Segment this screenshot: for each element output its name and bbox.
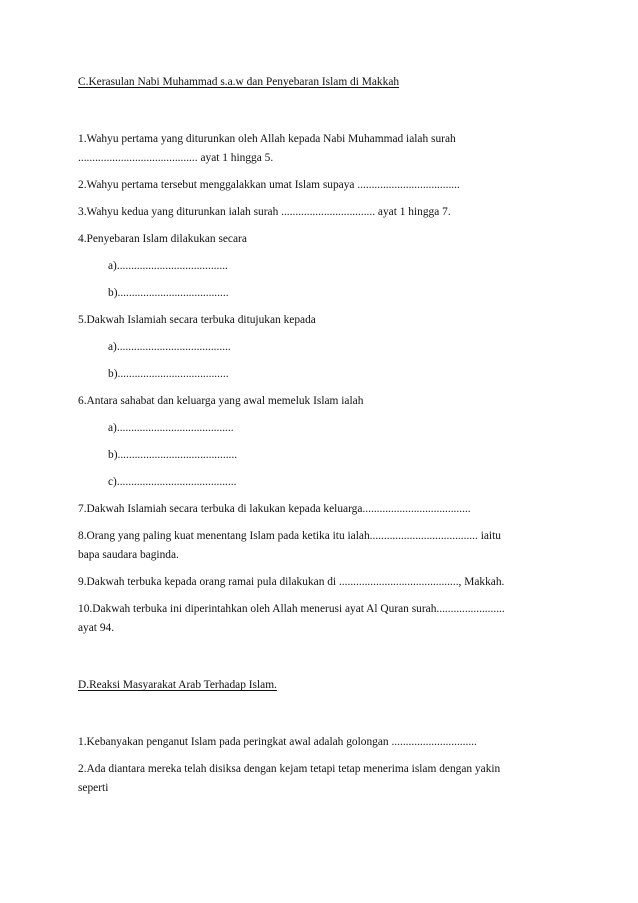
question-c6-answer-a: a).........................................	[108, 422, 234, 434]
question-c9: 9.Dakwah terbuka kepada orang ramai pula dilakukan di .........................................., Makkah.	[78, 576, 505, 588]
question-d2-line2: seperti	[78, 782, 109, 794]
question-c4-answer-b: b).......................................	[108, 287, 229, 299]
question-c5-answer-a: a)........................................	[108, 341, 231, 353]
question-c8	[78, 527, 568, 565]
worksheet-page	[78, 73, 568, 798]
question-d2	[78, 760, 568, 798]
question-c8-line2: bapa saudara baginda.	[78, 549, 179, 561]
question-c10-line2: ayat 94.	[78, 622, 115, 634]
question-c1	[78, 130, 568, 168]
question-c1-line2: .......................................... ayat 1 hingga 5.	[78, 152, 274, 164]
question-c4-answer-a: a).......................................	[108, 260, 228, 272]
question-c6: 6.Antara sahabat dan keluarga yang awal memeluk Islam ialah	[78, 395, 364, 407]
question-c8-line1: 8.Orang yang paling kuat menentang Islam pada ketika itu ialah...................................... iaitu	[78, 530, 501, 542]
question-d1: 1.Kebanyakan penganut Islam pada peringkat awal adalah golongan ..............................	[78, 736, 477, 748]
question-c4: 4.Penyebaran Islam dilakukan secara	[78, 233, 247, 245]
question-c6-answer-b: b)..........................................	[108, 449, 238, 461]
section-c-title: C.Kerasulan Nabi Muhammad s.a.w dan Penyebaran Islam di Makkah	[78, 76, 400, 88]
question-c2: 2.Wahyu pertama tersebut menggalakkan umat Islam supaya ....................................	[78, 179, 460, 191]
question-c6-answer-c: c)..........................................	[108, 476, 237, 488]
question-d2-line1: 2.Ada diantara mereka telah disiksa dengan kejam tetapi tetap menerima islam dengan yakin	[78, 763, 501, 775]
question-c1-line1: 1.Wahyu pertama yang diturunkan oleh Allah kepada Nabi Muhammad ialah surah	[78, 133, 456, 145]
question-c10	[78, 600, 568, 638]
question-c10-line1: 10.Dakwah terbuka ini diperintahkan oleh Allah menerusi ayat Al Quran surah........................	[78, 603, 505, 615]
question-c7: 7.Dakwah Islamiah secara terbuka di lakukan kepada keluarga......................................	[78, 503, 471, 515]
question-c5: 5.Dakwah Islamiah secara terbuka ditujukan kepada	[78, 314, 316, 326]
section-d-title: D.Reaksi Masyarakat Arab Terhadap Islam.	[78, 679, 277, 691]
question-c5-answer-b: b).......................................	[108, 368, 229, 380]
question-c3: 3.Wahyu kedua yang diturunkan ialah surah ................................. ayat 1 hingga 7.	[78, 206, 451, 218]
